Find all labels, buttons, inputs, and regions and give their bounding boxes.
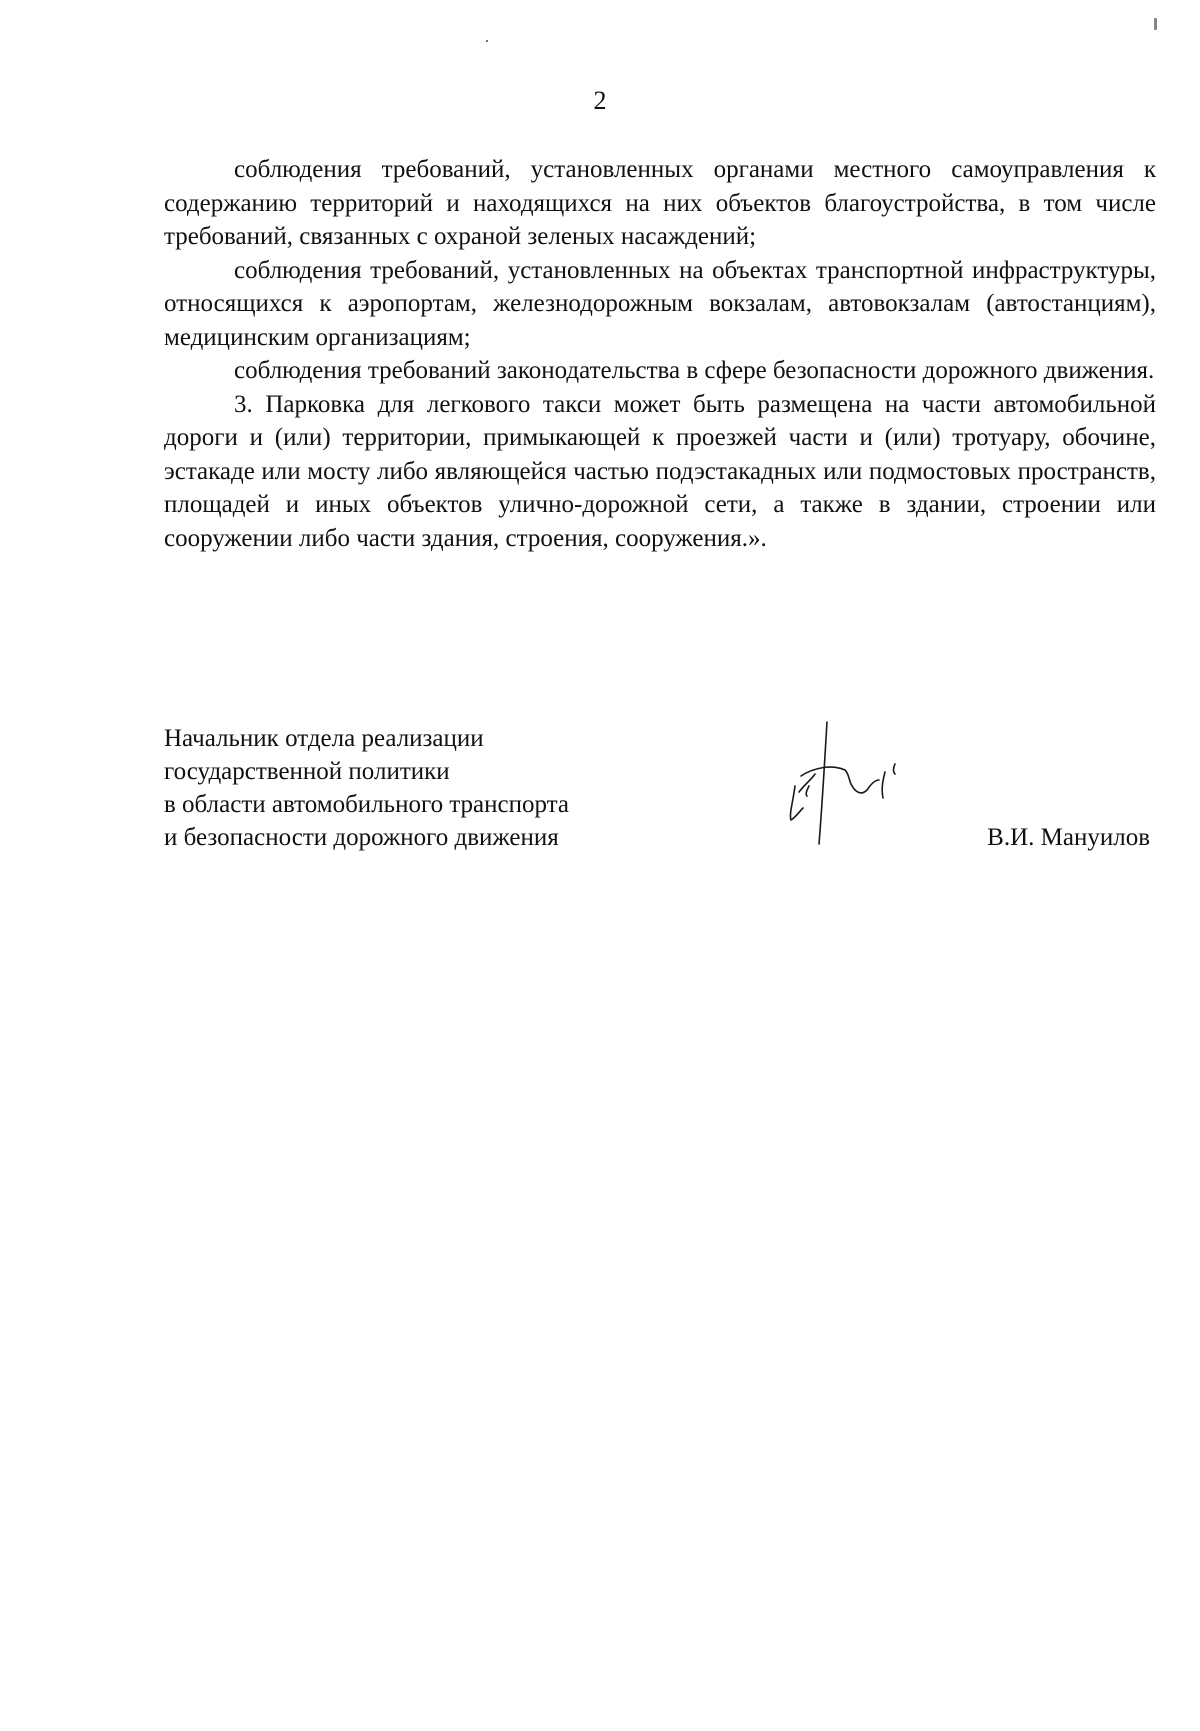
signer-name: В.И. Мануилов: [987, 824, 1150, 851]
position-line: государственной политики: [164, 758, 450, 785]
position-line: и безопасности дорожного движения: [164, 824, 559, 851]
position-line: в области автомобильного транспорта: [164, 791, 570, 818]
handwritten-signature: [769, 714, 939, 864]
signer-position: [164, 722, 569, 854]
paragraph: соблюдения требований, установленных органами местного самоуправления к содержанию территорий и находящихся на них объектов благоустройства, в том числе требований, связанных с охраной зеленых насаждений;: [164, 156, 1156, 250]
paragraph: соблюдения требований законодательства в сфере безопасности дорожного движения.: [234, 357, 1155, 384]
page-number: 2: [593, 86, 607, 115]
signature-block: [164, 722, 1156, 872]
paragraph: 3. Парковка для легкового такси может быть размещена на части автомобильной дороги и (или) территории, примыкающей к проезжей части и (или) тротуару, обочине, эстакаде или мосту либо являющейся частью подэстакадных или подмостовых пространств, площадей и иных объектов улично-дорожной сети, а также в здании, строении или сооружении либо части здания, строения, сооружения.».: [164, 390, 1156, 552]
document-body: [164, 153, 1156, 555]
position-line: Начальник отдела реализации: [164, 725, 484, 752]
scan-speck: [486, 40, 488, 42]
paragraph: соблюдения требований, установленных на объектах транспортной инфраструктуры, относящихся к аэропортам, железнодорожным вокзалам, автовокзалам (автостанциям), медицинским организациям;: [164, 256, 1156, 351]
scan-speck: [1154, 18, 1157, 30]
